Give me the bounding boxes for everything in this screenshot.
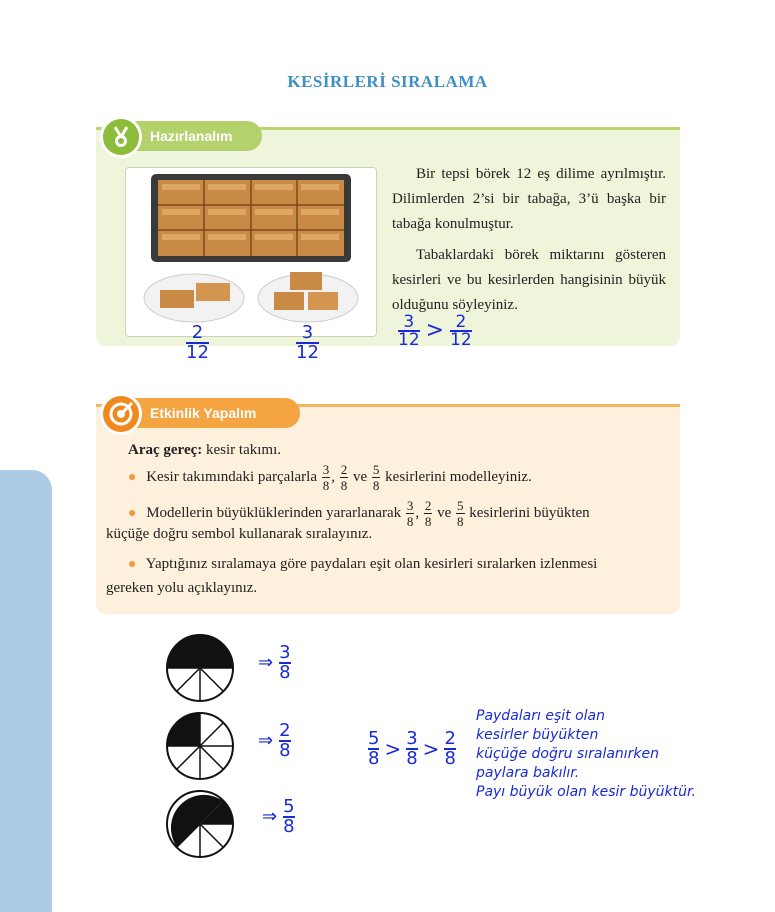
note-line: Paydaları eşit olan bbox=[476, 708, 605, 724]
bullet-1-text-b: kesirlerini modelleyiniz. bbox=[385, 468, 532, 485]
handwritten-comparison: 3 12 > 2 12 bbox=[398, 312, 472, 350]
fraction-2-8: $\frac{2}{8}$ bbox=[424, 498, 432, 529]
bullet-2-line-2: küçüğe doğru sembol kullanarak sıralayınız. bbox=[106, 526, 373, 542]
handwritten-label-2-8: ⇒ 2 8 bbox=[258, 720, 291, 761]
tools-line bbox=[128, 440, 281, 460]
prepare-tab-label: Hazırlanalım bbox=[150, 128, 233, 144]
bullet-dot: ● bbox=[128, 469, 137, 485]
note-line: Payı büyük olan kesir büyüktür. bbox=[476, 784, 696, 800]
handwritten-label-3-8: ⇒ 3 8 bbox=[258, 642, 291, 683]
bullet-3-text: Yaptığınız sıralamaya göre paydaları eşit olan kesirleri sıralarken izlenmesi bbox=[145, 556, 598, 572]
fraction-3-8: $\frac{3}{8}$ bbox=[406, 498, 414, 529]
page-title: KESİRLERİ SIRALAMA bbox=[287, 72, 488, 91]
circle-3-8 bbox=[167, 635, 233, 701]
bullet-3 bbox=[128, 554, 597, 575]
left-margin-band bbox=[0, 470, 52, 912]
target-icon bbox=[100, 393, 142, 435]
medal-icon bbox=[100, 116, 142, 158]
prepare-paragraph-1: Bir tepsi börek 12 eş dilime ayrılmıştır. Dilimlerden 2’si bir tabağa, 3’ü başka bir tabağa konulmuştur. bbox=[392, 166, 666, 232]
tools-label: Araç gereç: bbox=[128, 442, 203, 458]
borek-photo bbox=[125, 167, 377, 337]
handwritten-ordering: 5 8 > 3 8 > 2 8 bbox=[368, 728, 456, 769]
fraction-5-8: $\frac{5}{8}$ bbox=[372, 462, 380, 493]
note-line: kesirler büyükten bbox=[476, 727, 599, 743]
bullet-2: ● Modellerin büyüklüklerinden yararlanarak $\frac{3}{8}$ , $\frac{2}{8}$ ve $\frac{5}{8}$ kesirlerini büyükten bbox=[128, 498, 590, 529]
bullet-2-text-b: kesirlerini büyükten bbox=[469, 504, 590, 521]
circle-2-8 bbox=[167, 713, 233, 779]
fraction-circles bbox=[160, 628, 250, 868]
prepare-text bbox=[392, 162, 666, 324]
activity-tab-label: Etkinlik Yapalım bbox=[150, 405, 257, 421]
bullet-dot: ● bbox=[128, 557, 137, 572]
bullet-1-text-a: Kesir takımındaki parçalarla bbox=[146, 468, 317, 485]
note-line: paylara bakılır. bbox=[476, 765, 580, 781]
handwritten-label-5-8: ⇒ 5 8 bbox=[262, 796, 295, 837]
prepare-paragraph-2: Tabaklardaki börek miktarını gösteren kesirleri ve bu kesirlerden hangisinin büyük olduğunu söyleyiniz. bbox=[392, 247, 666, 313]
fraction-3-8: $\frac{3}{8}$ bbox=[322, 462, 330, 493]
bullet-1: ● Kesir takımındaki parçalarla $\frac{3}{8}$ , $\frac{2}{8}$ ve $\frac{5}{8}$ kesirlerini modelleyiniz. bbox=[128, 462, 532, 493]
fraction-2-8: $\frac{2}{8}$ bbox=[340, 462, 348, 493]
fraction-5-8: $\frac{5}{8}$ bbox=[457, 498, 464, 529]
handwritten-explanation bbox=[476, 707, 696, 802]
bullet-3-line-2: gereken yolu açıklayınız. bbox=[106, 580, 258, 596]
note-line: küçüğe doğru sıralanırken bbox=[476, 746, 660, 762]
handwritten-fraction-left-plate: 2 12 bbox=[186, 322, 209, 363]
circle-5-8 bbox=[167, 791, 233, 857]
tools-value: kesir takımı. bbox=[206, 442, 282, 458]
bullet-2-text-a: Modellerin büyüklüklerinden yararlanarak bbox=[146, 504, 402, 521]
handwritten-fraction-right-plate: 3 12 bbox=[296, 322, 319, 363]
bullet-dot: ● bbox=[128, 505, 137, 521]
